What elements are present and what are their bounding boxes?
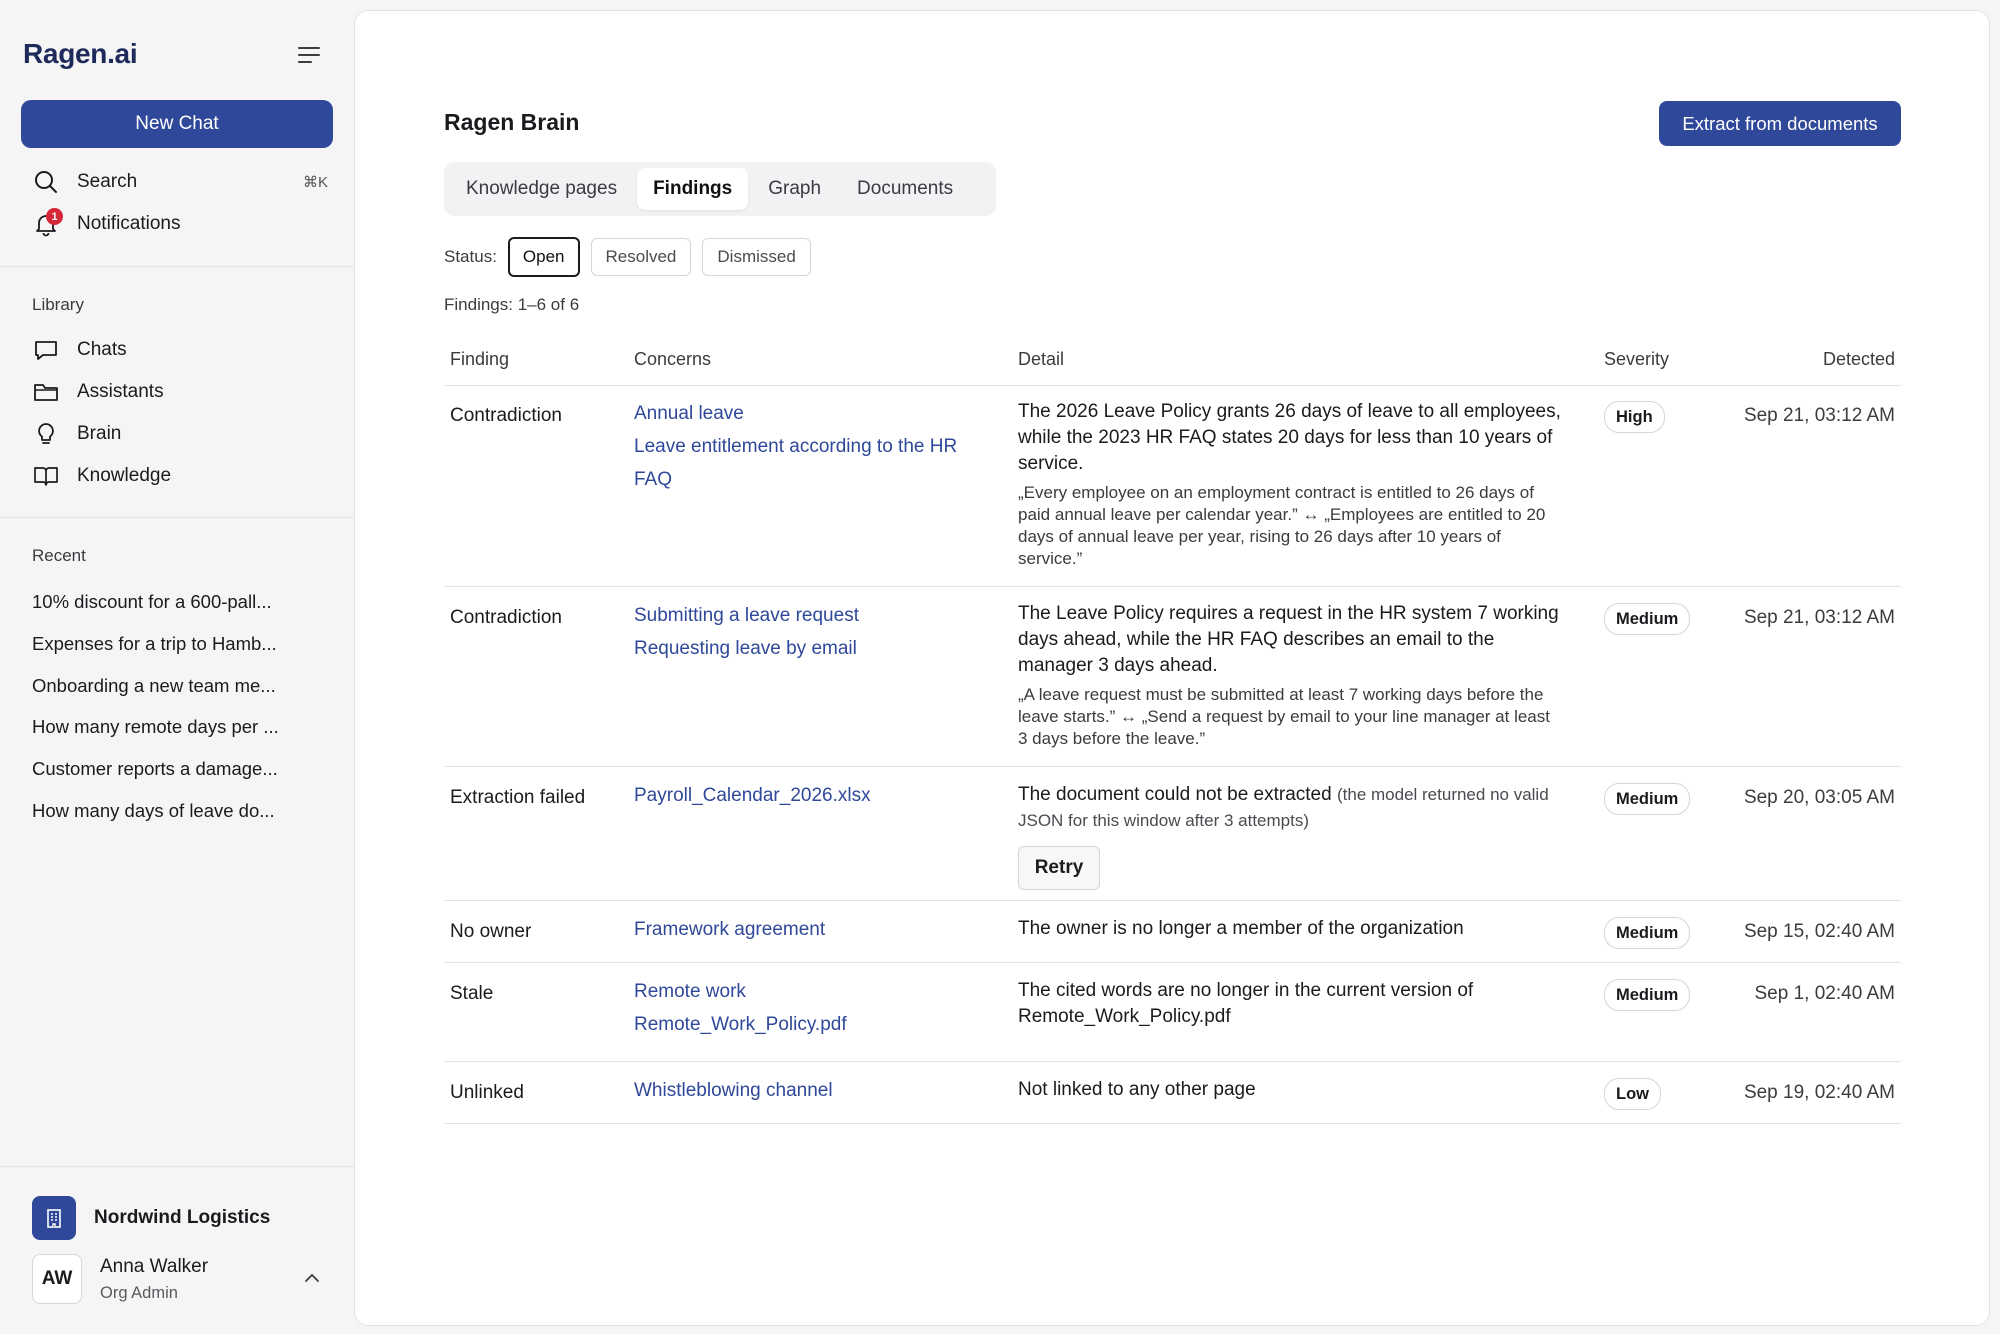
finding-type: No owner [450,921,532,942]
status-filter-dismissed[interactable]: Dismissed [702,238,810,276]
table-row [444,385,1901,587]
column-header-finding: Finding [450,349,510,369]
finding-detail: The document could not be extracted [1018,784,1332,805]
sidebar-divider [0,517,354,518]
retry-button[interactable]: Retry [1018,846,1100,890]
status-filter-resolved[interactable]: Resolved [591,238,692,276]
folder-icon [32,378,60,406]
org-name: Nordwind Logistics [94,1207,271,1228]
lightbulb-icon [32,420,60,448]
table-row [444,586,1901,767]
new-chat-button[interactable]: New Chat [21,100,333,148]
sidebar-divider [0,266,354,267]
detected-date: Sep 21, 03:12 AM [1743,607,1895,628]
concern-link[interactable]: Remote work [634,981,746,1002]
status-filter-open[interactable]: Open [508,237,580,277]
tab-documents[interactable]: Documents [857,178,954,199]
sidebar-toggle-icon[interactable] [296,42,322,68]
table-row [444,962,1901,1062]
tab-bar [444,162,996,216]
concern-link[interactable]: Requesting leave by email [634,638,857,659]
column-header-concerns: Concerns [634,349,712,369]
findings-count: Findings: 1–6 of 6 [444,295,580,314]
chat-bubble-icon [32,336,60,364]
finding-type: Contradiction [450,405,562,426]
extract-from-documents-button[interactable]: Extract from documents [1659,101,1901,146]
sidebar-item-label: Search [77,171,138,192]
recent-chat-item[interactable]: How many days of leave do... [32,800,275,821]
sidebar-divider [0,1166,354,1167]
book-icon [32,462,60,490]
finding-type: Extraction failed [450,787,586,808]
finding-detail: Not linked to any other page [1018,1079,1256,1100]
search-shortcut: ⌘K [302,174,328,191]
recent-chat-item[interactable]: Expenses for a trip to Hamb... [32,633,277,654]
sidebar-item-brain[interactable] [32,416,328,452]
sidebar-item-notifications[interactable] [32,206,328,242]
sidebar-item-knowledge[interactable] [32,458,328,494]
status-filter [444,238,822,276]
avatar: AW [32,1254,82,1304]
severity-badge: Medium [1604,917,1690,949]
table-row [444,900,1901,963]
detected-date: Sep 21, 03:12 AM [1743,405,1895,426]
finding-quote: „Every employee on an employment contract is entitled to 26 days of paid annual leave per calendar year.” ↔ „Employees are entitled to 20 days of annual leave per year, rising to 26 days after 10 years of service.” [1018,483,1546,568]
recent-section-title: Recent [32,546,86,565]
recent-chat-item[interactable]: How many remote days per ... [32,716,279,737]
tab-knowledge-pages[interactable]: Knowledge pages [466,178,618,199]
severity-badge: Medium [1604,603,1690,635]
finding-type: Stale [450,983,494,1004]
sidebar-item-label: Knowledge [77,465,172,486]
finding-detail-wrapper [1018,782,1563,834]
severity-badge: High [1604,401,1665,433]
library-section-title: Library [32,295,84,314]
column-header-detail: Detail [1018,349,1065,369]
status-label: Status: [444,247,497,266]
table-header [444,337,1901,386]
severity-badge: Medium [1604,979,1690,1011]
app-logo: Ragen.ai [23,38,138,69]
recent-chat-item[interactable]: Customer reports a damage... [32,758,278,779]
concern-link[interactable]: Whistleblowing channel [634,1080,833,1101]
finding-type: Unlinked [450,1082,524,1103]
bell-icon [32,210,60,238]
concern-link[interactable]: Remote_Work_Policy.pdf [634,1014,847,1035]
tab-graph[interactable]: Graph [768,178,822,199]
org-switcher[interactable] [32,1196,270,1240]
concern-link[interactable]: Framework agreement [634,919,826,940]
page-title: Ragen Brain [444,109,580,135]
finding-detail: The 2026 Leave Policy grants 26 days of leave to all employees, while the 2023 HR FAQ states 20 days for less than 10 years of service. [1018,401,1561,474]
tab-findings[interactable]: Findings [637,168,748,210]
sidebar-item-label: Notifications [77,213,181,234]
finding-detail: The owner is no longer a member of the organization [1018,918,1464,939]
main-panel [354,10,1990,1326]
sidebar-item-chats[interactable] [32,332,328,368]
concern-link[interactable]: Payroll_Calendar_2026.xlsx [634,785,871,806]
finding-detail-note: (the model returned no valid JSON for this window after 3 attempts) [1018,785,1549,830]
sidebar-item-assistants[interactable] [32,374,328,410]
sidebar-item-label: Chats [77,339,127,360]
finding-quote: „A leave request must be submitted at least 7 working days before the leave starts.” ↔ „Send a request by email to your line manager at least 3 days before the leave.” [1018,685,1550,748]
sidebar-item-label: Brain [77,423,122,444]
sidebar-item-search[interactable] [32,164,328,200]
concern-link[interactable]: Submitting a leave request [634,605,859,626]
building-icon [32,1196,76,1240]
sidebar-item-label: Assistants [77,381,164,402]
finding-detail: The Leave Policy requires a request in the HR system 7 working days ahead, while the HR FAQ describes an email to the manager 3 days ahead. [1018,603,1559,676]
table-row [444,1061,1901,1124]
detected-date: Sep 20, 03:05 AM [1743,787,1895,808]
sidebar [0,0,354,1334]
recent-chat-item[interactable]: Onboarding a new team me... [32,675,276,696]
severity-badge: Low [1604,1078,1661,1110]
chevron-up-icon [302,1268,322,1293]
column-header-severity: Severity [1604,349,1670,369]
detected-date: Sep 15, 02:40 AM [1743,921,1895,942]
recent-chat-item[interactable]: 10% discount for a 600-pall... [32,591,272,612]
concern-link[interactable]: Annual leave [634,403,744,424]
detected-date: Sep 19, 02:40 AM [1743,1082,1895,1103]
user-name: Anna Walker [100,1255,209,1277]
severity-badge: Medium [1604,783,1690,815]
finding-type: Contradiction [450,607,562,628]
search-icon [32,168,60,196]
notification-badge: 1 [46,208,63,225]
detected-date: Sep 1, 02:40 AM [1754,983,1895,1004]
column-header-detected: Detected [1822,349,1895,369]
user-menu[interactable] [32,1252,322,1306]
concern-link[interactable]: Leave entitlement according to the HR FAQ [634,436,958,490]
table-row [444,766,1901,901]
finding-detail: The cited words are no longer in the current version of Remote_Work_Policy.pdf [1018,980,1474,1027]
user-role: Org Admin [100,1283,178,1302]
